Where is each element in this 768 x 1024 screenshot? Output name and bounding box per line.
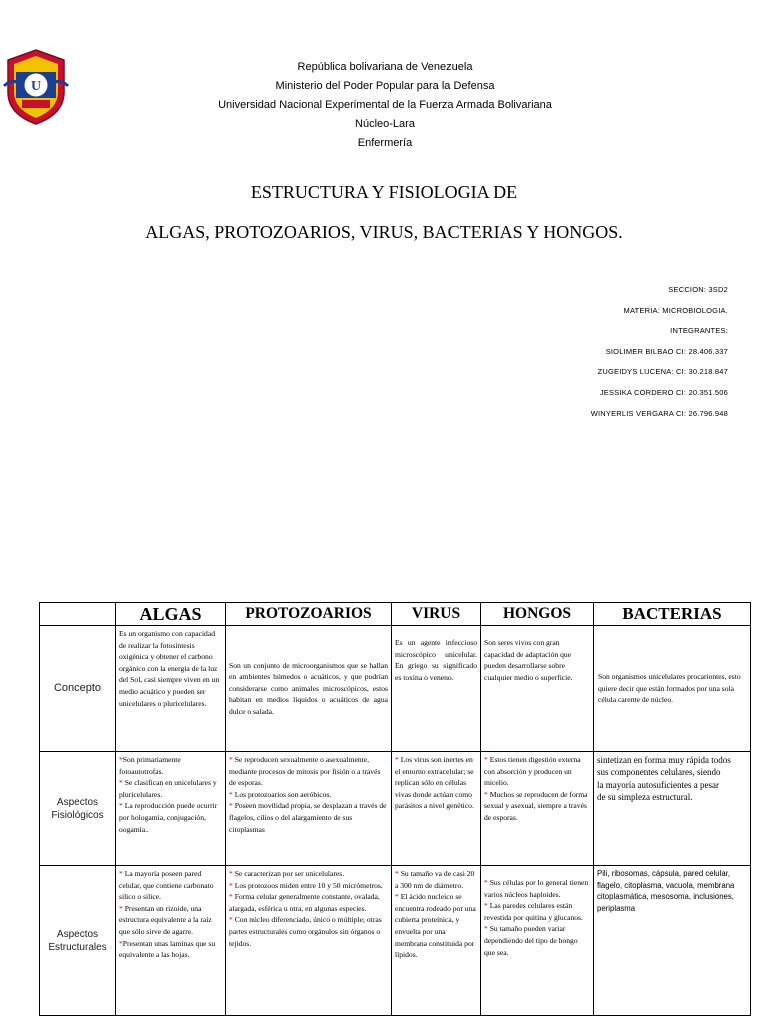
cell-bullet: [229, 914, 388, 949]
cell-fisiologicos-virus: [392, 752, 481, 866]
member-entry: WINYERLIS VERGARA CI: 26.796.948: [590, 408, 728, 418]
cell-estructurales-hongos: [481, 866, 594, 1016]
cell-text: Forma celular generalmente constante, ovalada, alargada, esférica u otra, en algunas especies.: [229, 892, 380, 913]
member-entry: SIOLIMER BILBAO CI: 28.406.337: [605, 346, 728, 356]
comparison-table: [39, 602, 751, 1016]
cell-concepto-hongos: [481, 626, 594, 752]
document-title-line-2: ALGAS, PROTOZOARIOS, VIRUS, BACTERIAS Y HONGOS.: [145, 222, 623, 242]
column-header-algas: ALGAS: [116, 603, 226, 626]
cell-estructurales-protozoarios: [226, 866, 392, 1016]
cell-concepto-protozoarios: [226, 626, 392, 752]
member-entry: JESSIKA CORDERO CI: 20.351.506: [599, 387, 728, 397]
row-label-concepto: Concepto: [40, 626, 116, 752]
cell-bullet: [229, 789, 388, 801]
bullet-star: *: [229, 755, 235, 764]
bullet-star: *: [119, 938, 123, 948]
cell-bullet: [229, 868, 388, 880]
cell-concepto-bacterias: [594, 626, 751, 752]
cell-estructurales-virus: [392, 866, 481, 1016]
cell-bullet: [119, 800, 222, 835]
bullet-star: *: [229, 892, 235, 902]
cell-text: Poseen movilidad propia, se desplazan a través de flagelos, cilios o del alargamiento de sus citoplasmas: [229, 801, 387, 834]
header-corner: [40, 603, 116, 626]
section-label: SECCION: 3SD2: [668, 285, 728, 294]
cell-bullet: [229, 800, 388, 835]
cell-bullet: [484, 900, 590, 923]
cell-text: Es un agente infeccioso microscópico unicelular. En griego su significado es toxina o veneno.: [395, 638, 477, 682]
cell-text: Son organismos unicelulares procariontes, esto quiere decir que están formados por una sola célula carente de núcleo.: [598, 672, 741, 705]
column-header-protozoarios: PROTOZOARIOS: [226, 603, 392, 626]
bullet-star: *: [229, 915, 235, 925]
cell-fisiologicos-algas: [116, 752, 226, 866]
bullet-star: *: [484, 924, 490, 934]
cell-bullet: [119, 938, 222, 961]
bullet-star: *: [119, 801, 125, 811]
header-line: Enfermería: [357, 137, 413, 149]
bullet-star: *: [484, 789, 490, 799]
cell-fisiologicos-protozoarios: [226, 752, 392, 866]
cell-text: Con núcleo diferenciado, único o múltiple; otras partes estructurales como orgánulos sin órganos o tejidos.: [229, 915, 382, 948]
cell-text: Los protozoarios son aeróbicos.: [234, 789, 332, 799]
bullet-star: *: [229, 869, 235, 878]
cell-bullet: [484, 877, 590, 900]
cell-text: Los protozoos miden entre 10 y 50 micrómetros.: [234, 880, 383, 890]
cell-bullet: [119, 868, 222, 903]
cell-bullet: [119, 777, 222, 800]
student-info-block: [591, 280, 728, 424]
cell-bullet: [229, 754, 388, 789]
cell-fisiologicos-hongos: [481, 752, 594, 866]
cell-text: de su simpleza estructural.: [597, 792, 693, 803]
cell-concepto-algas: Es un organismo con capacidad de realizar la fotosíntesis oxigénica y obtener el carbono orgánico con la energía de la luz del Sol, casi siempre viven en un medio acuático y pueden ser unicelulares o pluricelulares.: [116, 626, 226, 752]
table-row: [40, 626, 751, 752]
cell-bullet: [119, 903, 222, 938]
cell-estructurales-bacterias: [594, 866, 751, 1016]
cell-text: Sus células por lo general tienen varios núcleos haploides.: [484, 878, 589, 899]
members-heading: INTEGRANTES:: [670, 326, 728, 336]
header-line: Universidad Nacional Experimental de la Fuerza Armada Bolivariana: [218, 99, 552, 111]
bullet-star: *: [395, 869, 401, 878]
cell-text: Su tamaño pueden variar dependiendo del tipo de hongo que sea.: [484, 924, 578, 957]
bullet-star: *: [119, 869, 125, 878]
cell-concepto-virus: [392, 626, 481, 752]
university-logo-seal: [2, 48, 70, 126]
cell-text: Presentan un rizoide, una estructura equivalente a la raíz que sólo sirve de agarre.: [119, 903, 212, 936]
cell-text: Se clasifican en unicelulares y pluricelulares.: [119, 778, 217, 799]
cell-bullet: [484, 923, 590, 958]
cell-text: Presentan unas laminas que su equivalente a las hojas.: [119, 938, 216, 960]
bullet-star: *: [484, 755, 490, 764]
table-row: [40, 752, 751, 866]
cell-text: la mayoría autosuficientes a pesar: [597, 779, 719, 790]
svg-text:U: U: [30, 79, 42, 94]
cell-text: Son seres vivos con gran capacidad de adaptación que pueden desarrollarse sobre cualquier medio o superficie.: [484, 638, 573, 682]
cell-bullet: [484, 789, 590, 824]
cell-fisiologicos-bacterias: [594, 752, 751, 866]
header-line: Núcleo-Lara: [355, 118, 415, 130]
document-title-line-1: ESTRUCTURA Y FISIOLOGIA DE: [250, 182, 518, 202]
member-entry: ZUGEIDYS LUCENA: CI: 30.218.847: [597, 367, 728, 377]
header-line: República bolivariana de Venezuela: [297, 61, 473, 73]
cell-text: Pili, ribosomas, cápsula, pared celular, flagelo, citoplasma, vacuola, membrana citoplasmática, mesosoma, inclusiones, periplasma: [597, 869, 735, 913]
cell-text: Se caracterizan por ser unicelulares.: [234, 869, 345, 878]
cell-text: Se reproducen sexualmente o asexualmente, mediante procesos de mitosis por fisión o a través de esporas.: [229, 755, 381, 788]
cell-text: Son primariamente fotoautotrofas.: [119, 755, 181, 776]
column-header-hongos: HONGOS: [481, 603, 594, 626]
bullet-star: *: [229, 789, 235, 799]
bullet-star: *: [484, 878, 490, 887]
cell-bullet: [395, 891, 477, 961]
cell-text: La reproducción puede ocurrir por hologamia, conjugación, oogamia..: [119, 801, 218, 834]
cell-text: Muchos se reproducen de forma sexual y asexual, siempre a través de esporas.: [484, 789, 588, 822]
bullet-star: *: [395, 892, 401, 902]
bullet-star: *: [119, 778, 125, 788]
row-label-aspectos-fisiologicos: Aspectos Fisiológicos: [40, 752, 116, 866]
column-header-virus: VIRUS: [392, 603, 481, 626]
subject-label: MATERIA: MICROBIOLOGIA.: [623, 305, 728, 315]
institution-header: [170, 58, 600, 153]
bullet-star: *: [119, 903, 125, 913]
cell-text: La mayoría poseen pared celular, que contiene carbonato silico o silice.: [119, 869, 214, 902]
cell-text: Son un conjunto de microorganismos que se hallan en ambientes húmedos o acuáticos, y que podrían considerarse como animales microscópicos, estos habitan en medios líquidos o acuáticos de agua dulce o salada.: [229, 660, 388, 716]
cell-bullet: [484, 754, 590, 789]
bullet-star: *: [395, 755, 401, 764]
column-header-bacterias: BACTERIAS: [594, 603, 751, 626]
cell-bullet: [395, 754, 477, 812]
header-line: Ministerio del Poder Popular para la Defensa: [275, 80, 495, 92]
cell-text: Las paredes celulares están revestida por quitina y glucanos.: [484, 901, 583, 922]
cell-estructurales-algas: [116, 866, 226, 1016]
cell-bullet: [395, 868, 477, 891]
cell-text: sus componentes celulares, siendo: [597, 767, 721, 778]
cell-text: Los virus son inertes en el entorno extracelular; se replican sólo en células vivas donde actúan como parásitos a nivel genético.: [395, 755, 474, 811]
cell-bullet: [229, 880, 388, 892]
cell-bullet: [119, 754, 222, 777]
cell-text: El ácido nucleico se encuentra rodeado por una cubierta proteínica, y envuelta por una membrana constituida por lípidos.: [395, 892, 476, 960]
bullet-star: *: [484, 901, 490, 911]
table-header-row: [40, 603, 751, 626]
bullet-star: *: [229, 801, 235, 811]
cell-text: sintetizan en forma muy rápida todos: [597, 755, 731, 765]
row-label-aspectos-estructurales: Aspectos Estructurales: [40, 866, 116, 1016]
cell-text: Estos tienen digestión externa con absorción y producen un micelio.: [484, 755, 581, 788]
cell-bullet: [229, 891, 388, 914]
cell-text: Su tamaño va de casi 20 a 300 nm de diámetro.: [395, 869, 475, 890]
bullet-star: *: [119, 755, 123, 764]
bullet-star: *: [229, 880, 235, 890]
table-row: [40, 866, 751, 1016]
